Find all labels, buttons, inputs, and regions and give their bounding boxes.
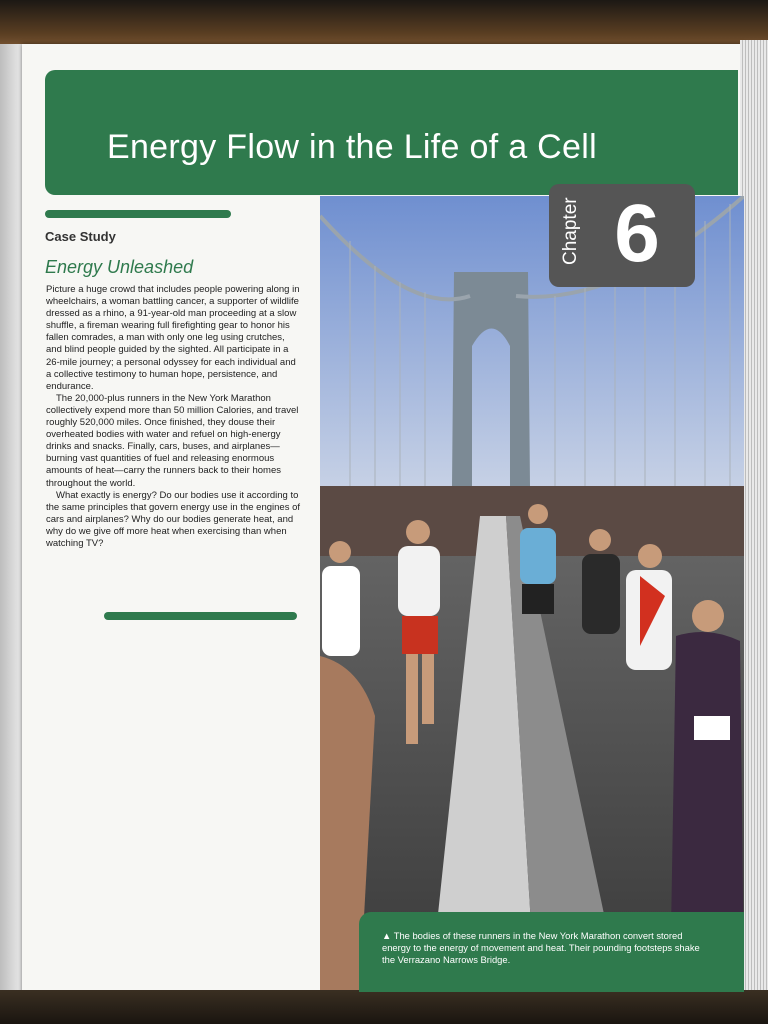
body-paragraph: What exactly is energy? Do our bodies use it according to the same principles that govern energy use in the engines of cars and airplanes? Why do our bodies generate heat, and why do we give off more heat when exercising than when watching TV? (46, 489, 301, 549)
chapter-tab (549, 184, 695, 287)
body-paragraph: Picture a huge crowd that includes people powering along in wheelchairs, a woman battling cancer, a supporter of wildlife dressed as a rhino, a 91-year-old man proceeding at a slow shuffle, a fireman wearing full firefighting gear to honor his fallen comrades, a man with only one leg using crutches, and blind people guided by the sighted. All participate in a 26-mile journey; a personal odyssey for each individual and a collective testimony to human hope, persistence, and endurance. (46, 284, 300, 392)
case-study-body (46, 284, 302, 550)
bottom-rule (104, 612, 297, 620)
chapter-label: Chapter (560, 197, 581, 265)
chapter-number: 6 (614, 188, 660, 279)
book-spine (0, 44, 24, 994)
page-edges (740, 40, 768, 995)
book-bottom-edge (0, 990, 768, 1024)
top-rule (45, 210, 231, 218)
case-study-label: Case Study (45, 229, 116, 244)
marathon-bridge-photo (320, 196, 744, 990)
case-study-title: Energy Unleashed (45, 257, 194, 277)
body-paragraph: The 20,000-plus runners in the New York Marathon collectively expend more than 50 million Calories, and travel roughly 520,000 miles. Once finished, they douse their overheated bodies with water and refuel on high-energy drinks and snacks. Finally, cars, buses, and airplanes—burning vast quantities of fuel and releasing enormous amounts of heat—carry the runners back to their homes throughout the world. (46, 392, 299, 489)
photo-caption: ▲ The bodies of these runners in the New York Marathon convert stored energy to the energy of movement and heat. Their pounding footsteps shake the Verrazano Narrows Bridge. (382, 930, 700, 965)
book-top-edge (0, 0, 768, 48)
chapter-title: Energy Flow in the Life of a Cell (107, 128, 597, 166)
